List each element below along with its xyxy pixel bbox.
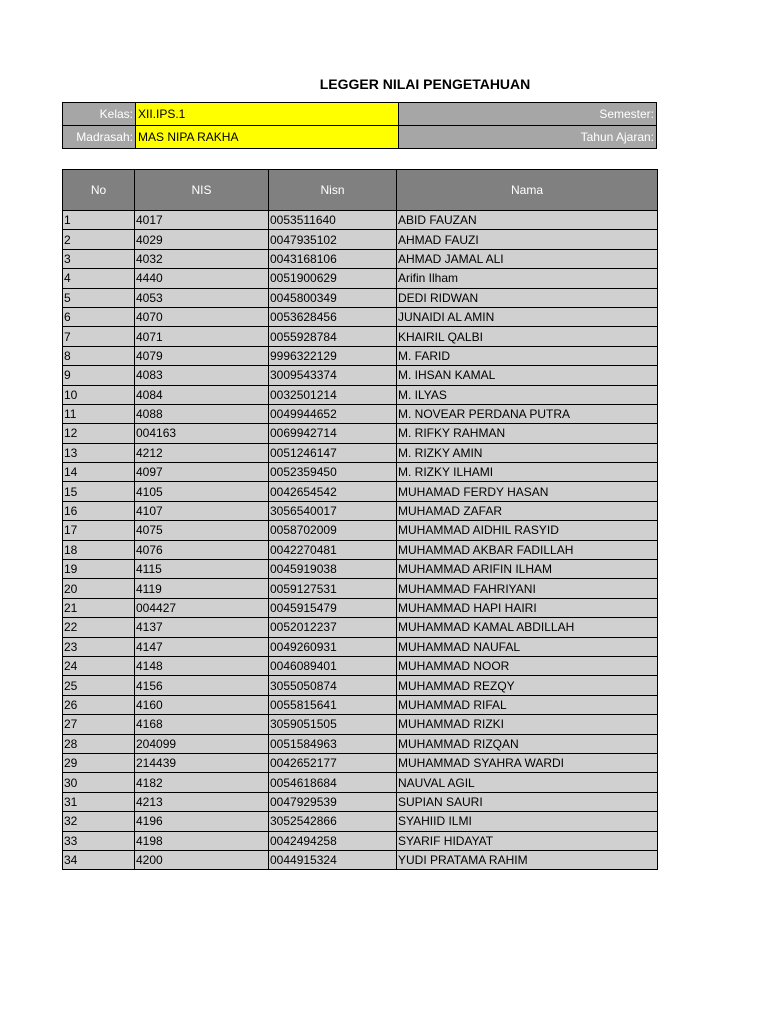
cell-nama[interactable]: M. FARID — [397, 346, 658, 365]
table-row — [63, 812, 658, 831]
cell-nama[interactable]: MUHAMAD ZAFAR — [397, 501, 658, 520]
table-row — [63, 463, 658, 482]
cell-no[interactable]: 30 — [63, 773, 135, 792]
cell-nis[interactable]: 4440 — [135, 269, 269, 288]
cell-nisn[interactable]: 3055050874 — [269, 676, 397, 695]
cell-no[interactable]: 27 — [63, 715, 135, 734]
cell-no[interactable]: 10 — [63, 385, 135, 404]
table-row — [63, 249, 658, 268]
cell-no[interactable]: 7 — [63, 327, 135, 346]
cell-nisn[interactable]: 0052012237 — [269, 618, 397, 637]
madrasah-value[interactable]: MAS NIPA RAKHA — [136, 126, 399, 149]
cell-nama[interactable]: MUHAMMAD AKBAR FADILLAH — [397, 540, 658, 559]
table-row — [63, 773, 658, 792]
cell-nis[interactable]: 4198 — [135, 831, 269, 850]
cell-no[interactable]: 1 — [63, 211, 135, 230]
table-row — [63, 792, 658, 811]
cell-nama[interactable]: MUHAMMAD RIZQAN — [397, 734, 658, 753]
cell-no[interactable]: 19 — [63, 560, 135, 579]
table-row — [63, 366, 658, 385]
cell-nis[interactable]: 4083 — [135, 366, 269, 385]
cell-nisn[interactable]: 0042652177 — [269, 753, 397, 772]
cell-nisn[interactable]: 0051584963 — [269, 734, 397, 753]
cell-nis[interactable]: 4070 — [135, 307, 269, 326]
info-row-madrasah — [63, 126, 657, 149]
cell-nis[interactable]: 4182 — [135, 773, 269, 792]
cell-nama[interactable]: YUDI PRATAMA RAHIM — [397, 850, 658, 869]
cell-nisn[interactable]: 0051900629 — [269, 269, 397, 288]
cell-nis[interactable]: 4212 — [135, 443, 269, 462]
cell-nis[interactable]: 4076 — [135, 540, 269, 559]
cell-nama[interactable]: M. ILYAS — [397, 385, 658, 404]
cell-nama[interactable]: MUHAMMAD REZQY — [397, 676, 658, 695]
cell-nama[interactable]: M. IHSAN KAMAL — [397, 366, 658, 385]
cell-nis[interactable]: 4148 — [135, 656, 269, 675]
cell-nis[interactable]: 4084 — [135, 385, 269, 404]
cell-nisn[interactable]: 3059051505 — [269, 715, 397, 734]
cell-nama[interactable]: MUHAMMAD KAMAL ABDILLAH — [397, 618, 658, 637]
cell-nisn[interactable]: 0055928784 — [269, 327, 397, 346]
cell-no[interactable]: 15 — [63, 482, 135, 501]
cell-no[interactable]: 5 — [63, 288, 135, 307]
cell-nisn[interactable]: 0051246147 — [269, 443, 397, 462]
cell-nisn[interactable]: 3009543374 — [269, 366, 397, 385]
cell-no[interactable]: 17 — [63, 521, 135, 540]
cell-no[interactable]: 22 — [63, 618, 135, 637]
column-header-nis[interactable]: NIS — [135, 170, 269, 211]
cell-nisn[interactable]: 0042270481 — [269, 540, 397, 559]
cell-no[interactable]: 31 — [63, 792, 135, 811]
cell-nama[interactable]: MUHAMMAD RIZKI — [397, 715, 658, 734]
cell-nama[interactable]: SYARIF HIDAYAT — [397, 831, 658, 850]
cell-no[interactable]: 3 — [63, 249, 135, 268]
cell-nama[interactable]: M. RIZKY ILHAMI — [397, 463, 658, 482]
cell-no[interactable]: 26 — [63, 695, 135, 714]
kelas-label: Kelas: — [63, 103, 136, 126]
cell-nama[interactable]: MUHAMAD FERDY HASAN — [397, 482, 658, 501]
cell-nis[interactable]: 4213 — [135, 792, 269, 811]
cell-nisn[interactable]: 0047929539 — [269, 792, 397, 811]
cell-nis[interactable]: 4196 — [135, 812, 269, 831]
cell-no[interactable]: 9 — [63, 366, 135, 385]
cell-no[interactable]: 25 — [63, 676, 135, 695]
cell-nis[interactable]: 4032 — [135, 249, 269, 268]
tahun-ajaran-label: Tahun Ajaran: — [399, 126, 657, 149]
table-row — [63, 230, 658, 249]
table-row — [63, 598, 658, 617]
cell-nisn[interactable]: 0042654542 — [269, 482, 397, 501]
cell-nis[interactable]: 204099 — [135, 734, 269, 753]
column-header-nisn[interactable]: Nisn — [269, 170, 397, 211]
cell-nisn[interactable]: 0049944652 — [269, 404, 397, 423]
madrasah-label: Madrasah: — [63, 126, 136, 149]
info-table — [62, 102, 657, 149]
cell-no[interactable]: 24 — [63, 656, 135, 675]
cell-nama[interactable]: SUPIAN SAURI — [397, 792, 658, 811]
cell-nama[interactable]: MUHAMMAD NOOR — [397, 656, 658, 675]
table-row — [63, 715, 658, 734]
cell-no[interactable]: 33 — [63, 831, 135, 850]
cell-nama[interactable]: Arifin Ilham — [397, 269, 658, 288]
cell-no[interactable]: 13 — [63, 443, 135, 462]
cell-no[interactable]: 8 — [63, 346, 135, 365]
cell-no[interactable]: 20 — [63, 579, 135, 598]
cell-nisn[interactable]: 0046089401 — [269, 656, 397, 675]
cell-no[interactable]: 12 — [63, 424, 135, 443]
info-row-kelas — [63, 103, 657, 126]
kelas-value[interactable]: XII.IPS.1 — [136, 103, 399, 126]
cell-nama[interactable]: AHMAD FAUZI — [397, 230, 658, 249]
cell-nisn[interactable]: 3052542866 — [269, 812, 397, 831]
table-row — [63, 501, 658, 520]
student-table — [62, 169, 658, 870]
cell-nis[interactable]: 4079 — [135, 346, 269, 365]
cell-nama[interactable]: DEDI RIDWAN — [397, 288, 658, 307]
cell-nisn[interactable]: 0054618684 — [269, 773, 397, 792]
cell-nisn[interactable]: 0059127531 — [269, 579, 397, 598]
cell-nama[interactable]: M. NOVEAR PERDANA PUTRA — [397, 404, 658, 423]
cell-nama[interactable]: MUHAMMAD FAHRIYANI — [397, 579, 658, 598]
cell-nis[interactable]: 4029 — [135, 230, 269, 249]
cell-no[interactable]: 28 — [63, 734, 135, 753]
cell-nama[interactable]: MUHAMMAD SYAHRA WARDI — [397, 753, 658, 772]
page-title: LEGGER NILAI PENGETAHUAN — [319, 76, 531, 92]
cell-nisn[interactable]: 0052359450 — [269, 463, 397, 482]
table-row — [63, 521, 658, 540]
cell-no[interactable]: 32 — [63, 812, 135, 831]
cell-no[interactable]: 23 — [63, 637, 135, 656]
cell-nis[interactable]: 4119 — [135, 579, 269, 598]
cell-nisn[interactable]: 0058702009 — [269, 521, 397, 540]
table-row — [63, 656, 658, 675]
cell-no[interactable]: 6 — [63, 307, 135, 326]
cell-nisn[interactable]: 9996322129 — [269, 346, 397, 365]
table-row — [63, 850, 658, 869]
table-row — [63, 327, 658, 346]
table-row — [63, 734, 658, 753]
table-row — [63, 211, 658, 230]
table-row — [63, 753, 658, 772]
cell-nis[interactable]: 004427 — [135, 598, 269, 617]
cell-no[interactable]: 21 — [63, 598, 135, 617]
cell-no[interactable]: 4 — [63, 269, 135, 288]
cell-nama[interactable]: JUNAIDI AL AMIN — [397, 307, 658, 326]
cell-nis[interactable]: 4200 — [135, 850, 269, 869]
cell-nama[interactable]: MUHAMMAD HAPI HAIRI — [397, 598, 658, 617]
column-header-nama[interactable]: Nama — [397, 170, 658, 211]
cell-nama[interactable]: MUHAMMAD AIDHIL RASYID — [397, 521, 658, 540]
cell-nisn[interactable]: 0053628456 — [269, 307, 397, 326]
cell-nis[interactable]: 4137 — [135, 618, 269, 637]
cell-nis[interactable]: 4147 — [135, 637, 269, 656]
cell-nis[interactable]: 4017 — [135, 211, 269, 230]
table-row — [63, 307, 658, 326]
table-row — [63, 482, 658, 501]
cell-nisn[interactable]: 0045915479 — [269, 598, 397, 617]
cell-nama[interactable]: MUHAMMAD NAUFAL — [397, 637, 658, 656]
cell-nis[interactable]: 004163 — [135, 424, 269, 443]
cell-nama[interactable]: M. RIZKY AMIN — [397, 443, 658, 462]
cell-nis[interactable]: 4097 — [135, 463, 269, 482]
cell-nis[interactable]: 4053 — [135, 288, 269, 307]
table-header-row — [63, 170, 658, 211]
cell-nis[interactable]: 4168 — [135, 715, 269, 734]
table-row — [63, 618, 658, 637]
table-row — [63, 676, 658, 695]
cell-nama[interactable]: MUHAMMAD ARIFIN ILHAM — [397, 560, 658, 579]
cell-nisn[interactable]: 0069942714 — [269, 424, 397, 443]
cell-nis[interactable]: 4088 — [135, 404, 269, 423]
cell-nama[interactable]: MUHAMMAD RIFAL — [397, 695, 658, 714]
cell-nisn[interactable]: 0053511640 — [269, 211, 397, 230]
cell-no[interactable]: 16 — [63, 501, 135, 520]
cell-no[interactable]: 2 — [63, 230, 135, 249]
cell-no[interactable]: 11 — [63, 404, 135, 423]
table-row — [63, 288, 658, 307]
cell-nis[interactable]: 4075 — [135, 521, 269, 540]
cell-nis[interactable]: 4107 — [135, 501, 269, 520]
cell-nisn[interactable]: 0042494258 — [269, 831, 397, 850]
column-header-no[interactable]: No — [63, 170, 135, 211]
cell-nis[interactable]: 4105 — [135, 482, 269, 501]
cell-nama[interactable]: ABID FAUZAN — [397, 211, 658, 230]
table-row — [63, 269, 658, 288]
cell-nisn[interactable]: 0032501214 — [269, 385, 397, 404]
cell-nisn[interactable]: 0047935102 — [269, 230, 397, 249]
table-row — [63, 579, 658, 598]
table-row — [63, 637, 658, 656]
table-body — [63, 211, 658, 870]
cell-no[interactable]: 18 — [63, 540, 135, 559]
cell-nama[interactable]: AHMAD JAMAL ALI — [397, 249, 658, 268]
cell-nisn[interactable]: 0055815641 — [269, 695, 397, 714]
table-row — [63, 831, 658, 850]
table-row — [63, 695, 658, 714]
table-row — [63, 346, 658, 365]
cell-nisn[interactable]: 0045800349 — [269, 288, 397, 307]
cell-nis[interactable]: 4160 — [135, 695, 269, 714]
table-row — [63, 443, 658, 462]
cell-nis[interactable]: 4115 — [135, 560, 269, 579]
cell-nama[interactable]: SYAHIID ILMI — [397, 812, 658, 831]
cell-nis[interactable]: 4156 — [135, 676, 269, 695]
cell-no[interactable]: 14 — [63, 463, 135, 482]
cell-nama[interactable]: KHAIRIL QALBI — [397, 327, 658, 346]
cell-no[interactable]: 34 — [63, 850, 135, 869]
cell-nisn[interactable]: 0049260931 — [269, 637, 397, 656]
table-row — [63, 560, 658, 579]
cell-no[interactable]: 29 — [63, 753, 135, 772]
table-row — [63, 404, 658, 423]
cell-nisn[interactable]: 0045919038 — [269, 560, 397, 579]
cell-nama[interactable]: M. RIFKY RAHMAN — [397, 424, 658, 443]
cell-nisn[interactable]: 0043168106 — [269, 249, 397, 268]
semester-label: Semester: — [399, 103, 657, 126]
table-row — [63, 385, 658, 404]
table-row — [63, 540, 658, 559]
cell-nis[interactable]: 214439 — [135, 753, 269, 772]
cell-nisn[interactable]: 3056540017 — [269, 501, 397, 520]
cell-nis[interactable]: 4071 — [135, 327, 269, 346]
cell-nisn[interactable]: 0044915324 — [269, 850, 397, 869]
cell-nama[interactable]: NAUVAL AGIL — [397, 773, 658, 792]
table-row — [63, 424, 658, 443]
